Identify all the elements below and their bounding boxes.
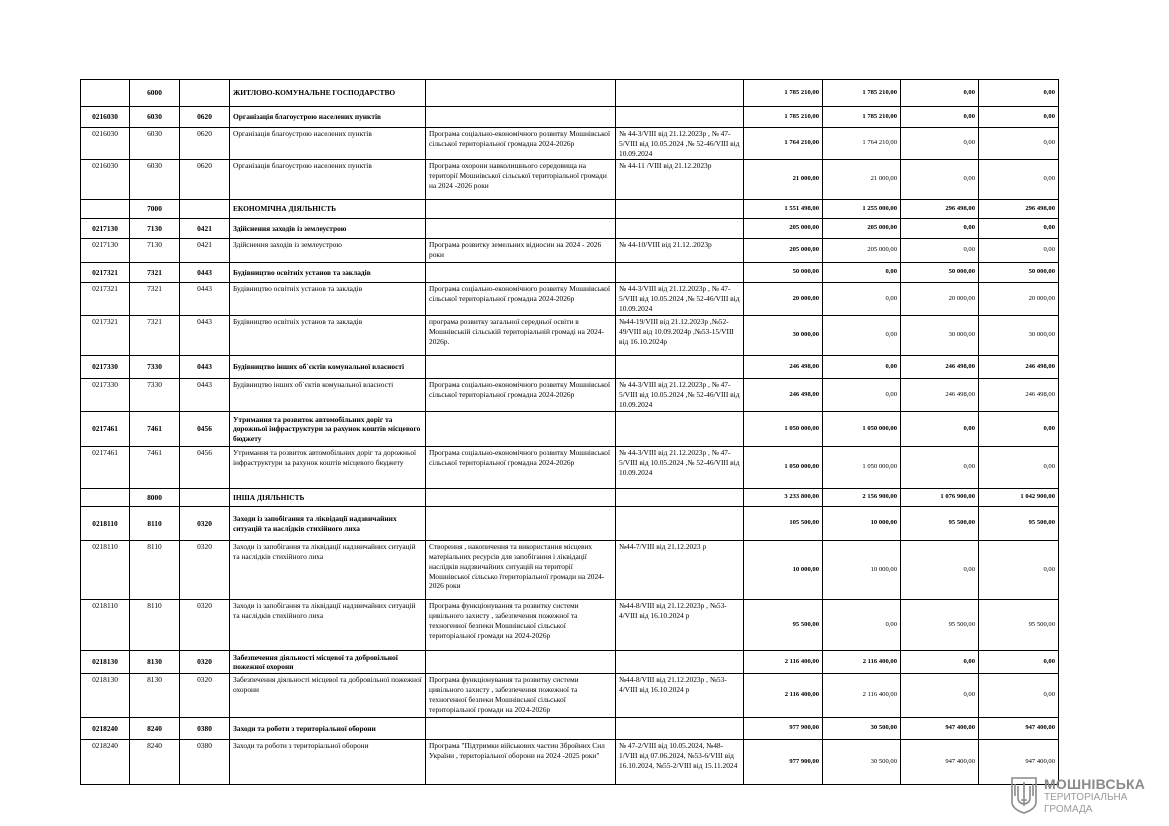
total-cell: 1 050 000,00 [744,447,823,489]
kfkvk-cell: 0456 [180,412,230,447]
development-budget-cell: 947 400,00 [979,740,1059,785]
general-fund-cell: 0,00 [823,316,901,356]
development-budget-cell: 0,00 [979,541,1059,600]
name-cell: Заходи та роботи з територіальної оборони [230,740,426,785]
total-cell: 21 000,00 [744,160,823,200]
program-cell [426,489,616,507]
name-cell: Організація благоустрою населених пунктів [230,107,426,128]
program-cell: Програма соціально-економічного розвитку Мошнівської сільської територіальної громадна 2024-2026р [426,447,616,489]
kfk-cell: 7130 [130,239,180,263]
table-row [81,674,1059,718]
document-cell [616,80,744,107]
program-cell [426,718,616,740]
total-cell: 20 000,00 [744,283,823,316]
total-cell: 205 000,00 [744,219,823,239]
general-fund-cell: 2 116 400,00 [823,674,901,718]
kfk-cell: 6030 [130,107,180,128]
special-fund-cell: 0,00 [901,447,979,489]
special-fund-cell: 947 400,00 [901,718,979,740]
kfkvk-cell: 0380 [180,718,230,740]
program-cell [426,263,616,283]
name-cell: Організація благоустрою населених пунктів [230,128,426,160]
group-row [81,107,1059,128]
special-fund-cell: 50 000,00 [901,263,979,283]
document-cell: № 47-2/VIII від 10.05.2024, №48-1/VIII від 07.06.2024, №53-6/VIII від 16.10.2024, №55-2/VIII від 15.11.2024 [616,740,744,785]
document-cell: №44-8/VIII від 21.12.2023р , №53-4/VIII від 16.10.2024 р [616,600,744,651]
kfkvk-cell: 0421 [180,239,230,263]
program-cell [426,412,616,447]
development-budget-cell: 0,00 [979,412,1059,447]
development-budget-cell: 947 400,00 [979,718,1059,740]
code-cell: 0217321 [81,263,130,283]
special-fund-cell: 246 498,00 [901,356,979,379]
document-cell [616,200,744,219]
code-cell: 0216030 [81,107,130,128]
code-cell: 0218240 [81,740,130,785]
kfkvk-cell [180,80,230,107]
name-cell: Заходи із запобігання та ліквідації надзвичайних ситуацій та наслідків стихійного лиха [230,507,426,541]
kfk-cell: 8110 [130,600,180,651]
group-row [81,356,1059,379]
group-row [81,219,1059,239]
document-cell [616,489,744,507]
document-cell: № 44-11 /VIII від 21.12.2023р [616,160,744,200]
document-cell [616,718,744,740]
general-fund-cell: 0,00 [823,263,901,283]
kfkvk-cell: 0620 [180,107,230,128]
kfk-cell: 6030 [130,128,180,160]
general-fund-cell: 1 255 000,00 [823,200,901,219]
community-logo [1008,772,1158,820]
name-cell: ЕКОНОМІЧНА ДІЯЛЬНІСТЬ [230,200,426,219]
table-row [81,600,1059,651]
special-fund-cell: 246 498,00 [901,379,979,412]
special-fund-cell: 95 500,00 [901,600,979,651]
kfkvk-cell: 0443 [180,283,230,316]
name-cell: Будівництво освітніх установ та закладів [230,263,426,283]
name-cell: Утримання та розвиток автомобільних доріг та дорожньої інфраструктури за рахунок коштів місцевого бюджету [230,447,426,489]
document-cell [616,107,744,128]
general-fund-cell: 30 500,00 [823,718,901,740]
total-cell: 1 785 210,00 [744,107,823,128]
kfk-cell: 8240 [130,740,180,785]
program-cell [426,507,616,541]
program-cell [426,80,616,107]
name-cell: Заходи із запобігання та ліквідації надзвичайних ситуацій та наслідків стихійного лиха [230,541,426,600]
special-fund-cell: 30 000,00 [901,316,979,356]
program-cell: Програма функціонування та розвитку системи цивільного захисту , забезпечення пожежної та техногенної безпеки Мошнівської сільської територіальної громади на 2024-2026р [426,600,616,651]
kfk-cell: 8240 [130,718,180,740]
name-cell: Будівництво інших об`єктів комунальної власності [230,379,426,412]
kfkvk-cell: 0456 [180,447,230,489]
special-fund-cell: 95 500,00 [901,507,979,541]
total-cell: 2 116 400,00 [744,674,823,718]
code-cell: 0216030 [81,160,130,200]
table-row [81,316,1059,356]
special-fund-cell: 0,00 [901,239,979,263]
special-fund-cell: 296 498,00 [901,200,979,219]
name-cell: Організація благоустрою населених пунктів [230,160,426,200]
code-cell: 0217130 [81,239,130,263]
code-cell: 0217330 [81,379,130,412]
kfk-cell: 8000 [130,489,180,507]
special-fund-cell: 0,00 [901,219,979,239]
development-budget-cell: 296 498,00 [979,200,1059,219]
code-cell: 0218110 [81,600,130,651]
total-cell: 977 900,00 [744,718,823,740]
code-cell: 0216030 [81,128,130,160]
kfkvk-cell: 0320 [180,651,230,674]
general-fund-cell: 0,00 [823,379,901,412]
kfkvk-cell: 0443 [180,379,230,412]
table-row [81,541,1059,600]
development-budget-cell: 0,00 [979,651,1059,674]
program-cell: програма розвитку загальної середньої освіти в Мошнівській сільській територіальній громаді на 2024-2026р. [426,316,616,356]
name-cell: Заходи та роботи з територіальної оборони [230,718,426,740]
name-cell: Утримання та розвиток автомобільних доріг та дорожньої інфраструктури за рахунок коштів місцевого бюджету [230,412,426,447]
special-fund-cell: 0,00 [901,80,979,107]
kfkvk-cell: 0421 [180,219,230,239]
kfk-cell: 7130 [130,219,180,239]
total-cell: 1 785 210,00 [744,80,823,107]
code-cell: 0217461 [81,412,130,447]
development-budget-cell: 20 000,00 [979,283,1059,316]
code-cell: 0217330 [81,356,130,379]
table-row [81,128,1059,160]
document-cell: № 44-10/VIII від 21.12..2023р [616,239,744,263]
total-cell: 3 233 800,00 [744,489,823,507]
general-fund-cell: 0,00 [823,283,901,316]
program-cell [426,107,616,128]
kfkvk-cell: 0380 [180,740,230,785]
kfk-cell: 6000 [130,80,180,107]
document-cell: №44-19/VIII від 21.12.2023р ,№52-49/VIII від 10.09.2024р ,№53-15/VIII від 16.10.2024р [616,316,744,356]
total-cell: 1 764 210,00 [744,128,823,160]
development-budget-cell: 246 498,00 [979,379,1059,412]
name-cell: Здійснення заходів із землеустрою [230,219,426,239]
special-fund-cell: 0,00 [901,160,979,200]
development-budget-cell: 0,00 [979,160,1059,200]
total-cell: 30 000,00 [744,316,823,356]
total-cell: 2 116 400,00 [744,651,823,674]
total-cell: 246 498,00 [744,356,823,379]
code-cell: 0218240 [81,718,130,740]
kfkvk-cell: 0320 [180,507,230,541]
kfk-cell: 8110 [130,507,180,541]
program-cell: Програма соціально-економічного розвитку Мошнівської сільської територіальної громадна 2024-2026р [426,283,616,316]
general-fund-cell: 1 785 210,00 [823,80,901,107]
program-cell [426,651,616,674]
development-budget-cell: 0,00 [979,674,1059,718]
table-row [81,740,1059,785]
general-fund-cell: 1 050 000,00 [823,447,901,489]
code-cell: 0218110 [81,541,130,600]
development-budget-cell: 50 000,00 [979,263,1059,283]
program-cell: Програма соціально-економічного розвитку Мошнівської сільської територіальної громадна 2024-2026р [426,128,616,160]
code-cell: 0217321 [81,316,130,356]
document-cell [616,263,744,283]
kfkvk-cell: 0443 [180,316,230,356]
program-cell: Програма соціально-економічного розвитку Мошнівської сільської територіальної громадна 2024-2026р [426,379,616,412]
general-fund-cell: 1 785 210,00 [823,107,901,128]
development-budget-cell: 0,00 [979,128,1059,160]
general-fund-cell: 2 116 400,00 [823,651,901,674]
kfk-cell: 7321 [130,263,180,283]
kfkvk-cell: 0620 [180,128,230,160]
document-cell [616,651,744,674]
code-cell: 0217461 [81,447,130,489]
name-cell: Будівництво інших об`єктів комунальної власності [230,356,426,379]
program-cell: Програма розвитку земельних відносин на 2024 - 2026 роки [426,239,616,263]
total-cell: 977 900,00 [744,740,823,785]
budget-table [80,79,1059,785]
general-fund-cell: 205 000,00 [823,219,901,239]
kfk-cell: 7321 [130,283,180,316]
group-row [81,263,1059,283]
general-fund-cell: 205 000,00 [823,239,901,263]
development-budget-cell: 0,00 [979,80,1059,107]
code-cell [81,200,130,219]
name-cell: Забезпечення діяльності місцевої та добровільної пожежної охорони [230,651,426,674]
code-cell [81,80,130,107]
general-fund-cell: 10 000,00 [823,507,901,541]
name-cell: Забезпечення діяльності місцевої та добровільної пожежної охорони [230,674,426,718]
document-cell: №44-7/VIII від 21.12.2023 р [616,541,744,600]
general-fund-cell: 2 156 900,00 [823,489,901,507]
total-cell: 1 551 498,00 [744,200,823,219]
kfk-cell: 7330 [130,356,180,379]
kfk-cell: 7330 [130,379,180,412]
document-cell: №44-8/VIII від 21.12.2023р , №53-4/VIII від 16.10.2024 р [616,674,744,718]
logo-subtitle: ТЕРИТОРІАЛЬНА ГРОМАДА [1044,792,1128,815]
table-row [81,239,1059,263]
kfk-cell: 7000 [130,200,180,219]
general-fund-cell: 1 050 000,00 [823,412,901,447]
total-cell: 1 050 000,00 [744,412,823,447]
kfkvk-cell [180,200,230,219]
total-cell: 95 500,00 [744,600,823,651]
program-cell: Програма функціонування та розвитку системи цивільного захисту , забезпечення пожежної та техногенної безпеки Мошнівської сільської територіальної громади на 2024-2026р [426,674,616,718]
kfk-cell: 7461 [130,412,180,447]
kfkvk-cell: 0443 [180,356,230,379]
trident-icon [1010,776,1038,814]
kfkvk-cell: 0320 [180,541,230,600]
special-fund-cell: 0,00 [901,651,979,674]
kfk-cell: 6030 [130,160,180,200]
general-fund-cell: 30 500,00 [823,740,901,785]
kfkvk-cell [180,489,230,507]
special-fund-cell: 0,00 [901,128,979,160]
kfk-cell: 8110 [130,541,180,600]
code-cell: 0218130 [81,674,130,718]
code-cell [81,489,130,507]
development-budget-cell: 95 500,00 [979,507,1059,541]
section-row [81,200,1059,219]
table-row [81,283,1059,316]
kfkvk-cell: 0320 [180,674,230,718]
kfkvk-cell: 0320 [180,600,230,651]
program-cell: Програма "Підтримки військових частин Збройних Сил України , територіальної оборони на 2024 -2025 роки" [426,740,616,785]
name-cell: Заходи із запобігання та ліквідації надзвичайних ситуацій та наслідків стихійного лиха [230,600,426,651]
general-fund-cell: 0,00 [823,600,901,651]
program-cell [426,219,616,239]
special-fund-cell: 0,00 [901,674,979,718]
kfk-cell: 8130 [130,674,180,718]
document-cell: № 44-3/VIII від 21.12.2023р , № 47-5/VIII від 10.05.2024 ,№ 52-46/VIII від 10.09.2024 [616,379,744,412]
kfk-cell: 7461 [130,447,180,489]
special-fund-cell: 20 000,00 [901,283,979,316]
total-cell: 50 000,00 [744,263,823,283]
section-row [81,489,1059,507]
logo-title: МОШНІВСЬКА [1044,776,1146,792]
special-fund-cell: 0,00 [901,107,979,128]
program-cell [426,356,616,379]
code-cell: 0217130 [81,219,130,239]
kfk-cell: 7321 [130,316,180,356]
group-row [81,412,1059,447]
table-row [81,447,1059,489]
name-cell: Здійснення заходів із землеустрою [230,239,426,263]
development-budget-cell: 246 498,00 [979,356,1059,379]
total-cell: 246 498,00 [744,379,823,412]
development-budget-cell: 95 500,00 [979,600,1059,651]
program-cell: Програма охорони навколишнього середовища на території Мошнівської сільської територіальної громади на 2024 -2026 роки [426,160,616,200]
document-cell [616,412,744,447]
code-cell: 0217321 [81,283,130,316]
special-fund-cell: 0,00 [901,412,979,447]
name-cell: ІНША ДІЯЛЬНІСТЬ [230,489,426,507]
kfk-cell: 8130 [130,651,180,674]
code-cell: 0218130 [81,651,130,674]
development-budget-cell: 0,00 [979,107,1059,128]
general-fund-cell: 10 000,00 [823,541,901,600]
kfkvk-cell: 0620 [180,160,230,200]
section-row [81,80,1059,107]
development-budget-cell: 0,00 [979,219,1059,239]
development-budget-cell: 0,00 [979,239,1059,263]
group-row [81,718,1059,740]
document-cell [616,507,744,541]
document-cell: № 44-3/VIII від 21.12.2023р , № 47-5/VIII від 10.05.2024 ,№ 52-46/VIII від 10.09.2024 [616,283,744,316]
group-row [81,651,1059,674]
name-cell: Будівництво освітніх установ та закладів [230,316,426,356]
special-fund-cell: 947 400,00 [901,740,979,785]
total-cell: 10 000,00 [744,541,823,600]
total-cell: 205 000,00 [744,239,823,263]
table-row [81,160,1059,200]
development-budget-cell: 1 042 900,00 [979,489,1059,507]
name-cell: Будівництво освітніх установ та закладів [230,283,426,316]
group-row [81,507,1059,541]
table-row [81,379,1059,412]
kfkvk-cell: 0443 [180,263,230,283]
document-cell [616,219,744,239]
development-budget-cell: 0,00 [979,447,1059,489]
name-cell: ЖИТЛОВО-КОМУНАЛЬНЕ ГОСПОДАРСТВО [230,80,426,107]
special-fund-cell: 1 076 900,00 [901,489,979,507]
general-fund-cell: 1 764 210,00 [823,128,901,160]
development-budget-cell: 30 000,00 [979,316,1059,356]
general-fund-cell: 0,00 [823,356,901,379]
special-fund-cell: 0,00 [901,541,979,600]
general-fund-cell: 21 000,00 [823,160,901,200]
program-cell: Створення , накопичення та використання місцевих матеріальних ресурсів для запобігання і ліквідації наслідків надзвичайних ситуацій на території Мошнівської сільсько їтериторіальної громади на 2024-2026 роки [426,541,616,600]
total-cell: 105 500,00 [744,507,823,541]
document-cell [616,356,744,379]
program-cell [426,200,616,219]
document-cell: № 44-3/VIII від 21.12.2023р , № 47-5/VIII від 10.05.2024 ,№ 52-46/VIII від 10.09.2024 [616,128,744,160]
document-cell: № 44-3/VIII від 21.12.2023р , № 47-5/VIII від 10.05.2024 ,№ 52-46/VIII від 10.09.2024 [616,447,744,489]
code-cell: 0218110 [81,507,130,541]
